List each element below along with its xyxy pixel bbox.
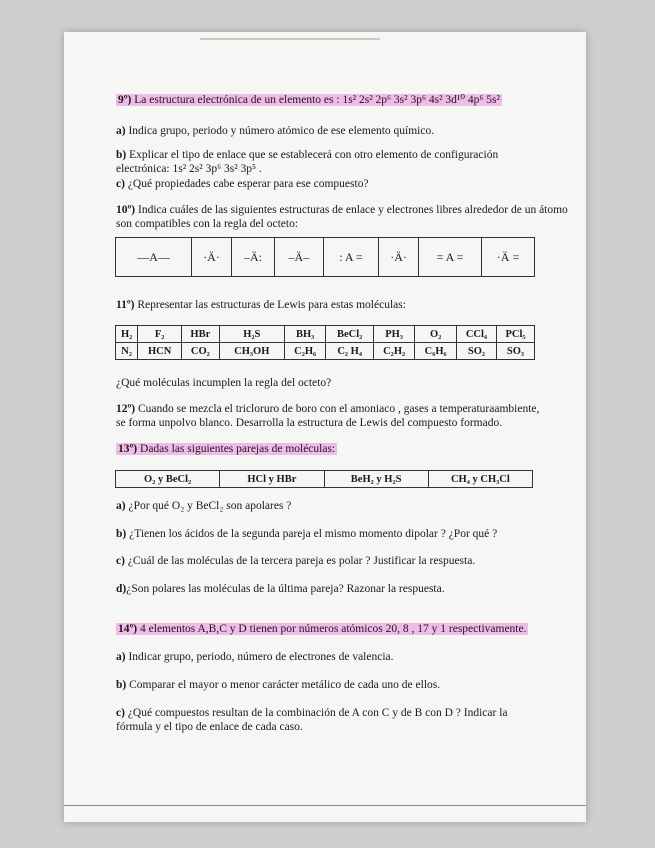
q10-line2: son compatibles con la regla del octeto: — [116, 218, 299, 230]
pair-4: CH₄ y CH₃Cl — [428, 471, 532, 488]
mol-cell: HBr — [182, 326, 220, 343]
mol-cell: CCl₄ — [456, 326, 496, 343]
q12-label: 12º) — [116, 403, 136, 415]
q9-c-letter: c) — [116, 178, 125, 190]
mol-cell: PH₃ — [373, 326, 415, 343]
mol-cell: BH₃ — [284, 326, 326, 343]
q9-label: 9º) — [118, 94, 132, 106]
q9-c-text: ¿Qué propiedades cabe esperar para ese compuesto? — [127, 178, 369, 190]
q14-text: 4 elementos A,B,C y D tienen por números atómicos 20, 8 , 17 y 1 respectivamente. — [140, 623, 527, 635]
structure-8: ·Ä = — [482, 238, 535, 277]
structure-6: ·Ä· — [379, 238, 419, 277]
q14-c-line2: fórmula y el tipo de enlace de cada caso. — [116, 721, 303, 733]
q13-b-letter: b) — [116, 528, 127, 540]
q14-a-text: Indicar grupo, periodo, número de electrones de valencia. — [128, 651, 394, 663]
mol-cell: HCN — [138, 343, 182, 360]
q12-line2: se forma unpolvo blanco. Desarrolla la estructura de Lewis del compuesto formado. — [116, 417, 503, 429]
structure-1: —A— — [116, 238, 192, 277]
mol-cell: BeCl₂ — [326, 326, 373, 343]
pairs-table — [115, 470, 533, 488]
sheet-bottom-edge — [64, 805, 586, 810]
q13-c-letter: c) — [116, 555, 125, 567]
q13-a — [116, 499, 291, 513]
q10-text1: Indica cuáles de las siguientes estructuras de enlace y electrones libres alrededor de un átomo — [138, 204, 568, 216]
mol-cell: PCl₅ — [496, 326, 534, 343]
structure-7: = A = — [419, 238, 482, 277]
q9-b-line2: electrónica: 1s² 2s² 3p⁶ 3s² 3p⁵ . — [116, 163, 262, 175]
q14-label: 14º) — [118, 623, 138, 635]
lewis-structures-table — [115, 237, 535, 277]
pair-2: HCl y HBr — [220, 471, 324, 488]
q13-c — [116, 554, 475, 568]
structure-2: ·Ä· — [192, 238, 232, 277]
q9-config: 1s² 2s² 2p⁶ 3s² 3p⁶ 4s² 3d¹⁰ 4p⁶ 5s² — [342, 94, 500, 106]
mol-cell: CH₃OH — [219, 343, 284, 360]
structure-5: : A = — [323, 238, 378, 277]
q13-d-letter: d) — [116, 583, 127, 595]
q11-label: 11º) — [116, 299, 135, 311]
q9-a — [116, 124, 434, 138]
q9-a-letter: a) — [116, 125, 126, 137]
q14-a — [116, 650, 394, 664]
pair-1: O₂ y BeCl₂ — [116, 471, 220, 488]
mol-cell: SO₂ — [456, 343, 496, 360]
molecules-table — [115, 325, 535, 360]
q13-text: Dadas las siguientes parejas de moléculas: — [140, 443, 336, 455]
q14-c-letter: c) — [116, 707, 125, 719]
structure-3: –Ä: — [231, 238, 274, 277]
q14-a-letter: a) — [116, 651, 126, 663]
mol-cell: H₂ — [116, 326, 138, 343]
q14-b-letter: b) — [116, 679, 127, 691]
q13-b — [116, 527, 497, 541]
q11-text: Representar las estructuras de Lewis para estas moléculas: — [137, 299, 406, 311]
q14-c-line1 — [116, 706, 508, 720]
q12-text1: Cuando se mezcla el tricloruro de boro con el amoniaco , gases a temperaturaambiente, — [138, 403, 540, 415]
q14-b — [116, 678, 440, 692]
mol-cell: N₂ — [116, 343, 138, 360]
mol-cell: C₂ H₄ — [326, 343, 373, 360]
q13-d-text: ¿Son polares las moléculas de la última pareja? Razonar la respuesta. — [126, 583, 445, 595]
mol-cell: SO₃ — [496, 343, 534, 360]
mol-cell: C₂H₂ — [373, 343, 415, 360]
mol-cell: O₂ — [415, 326, 457, 343]
q14-c-text1: ¿Qué compuestos resultan de la combinación de A con C y de B con D ? Indicar la — [127, 707, 508, 719]
q9-heading — [116, 93, 502, 107]
q13-a-text: ¿Por qué O₂ y BeCl₂ son apolares ? — [128, 500, 292, 512]
q10-line1 — [116, 203, 568, 217]
mol-cell: C₆H₆ — [415, 343, 457, 360]
mol-cell: H₂S — [219, 326, 284, 343]
q14-b-text: Comparar el mayor o menor carácter metálico de cada uno de ellos. — [129, 679, 441, 691]
q9-text: La estructura electrónica de un elemento es : — [134, 94, 340, 106]
q10-label: 10º) — [116, 204, 136, 216]
q9-b-line1 — [116, 148, 498, 162]
q9-c — [116, 177, 369, 191]
pair-3: BeH₂ y H₂S — [324, 471, 428, 488]
q13-a-letter: a) — [116, 500, 126, 512]
q14-heading — [116, 622, 528, 636]
q9-a-text: Indica grupo, periodo y número atómico de ese elemento químico. — [128, 125, 435, 137]
q13-b-text: ¿Tienen los ácidos de la segunda pareja el mismo momento dipolar ? ¿Por qué ? — [129, 528, 498, 540]
q9-b-text1: Explicar el tipo de enlace que se establecerá con otro elemento de configuración — [129, 149, 499, 161]
q9-b-letter: b) — [116, 149, 127, 161]
q13-label: 13º) — [118, 443, 138, 455]
mol-cell: C₂H₆ — [284, 343, 326, 360]
q13-c-text: ¿Cuál de las moléculas de la tercera pareja es polar ? Justificar la respuesta. — [127, 555, 476, 567]
q13-d — [116, 582, 445, 596]
q13-heading — [116, 442, 337, 456]
structure-4: –Ä– — [274, 238, 323, 277]
mol-cell: F₂ — [138, 326, 182, 343]
q12-line1 — [116, 402, 539, 416]
q11-question: ¿Qué moléculas incumplen la regla del octeto? — [116, 377, 332, 389]
top-mark — [200, 38, 380, 40]
mol-cell: CO₂ — [182, 343, 220, 360]
q11-heading — [116, 298, 406, 312]
